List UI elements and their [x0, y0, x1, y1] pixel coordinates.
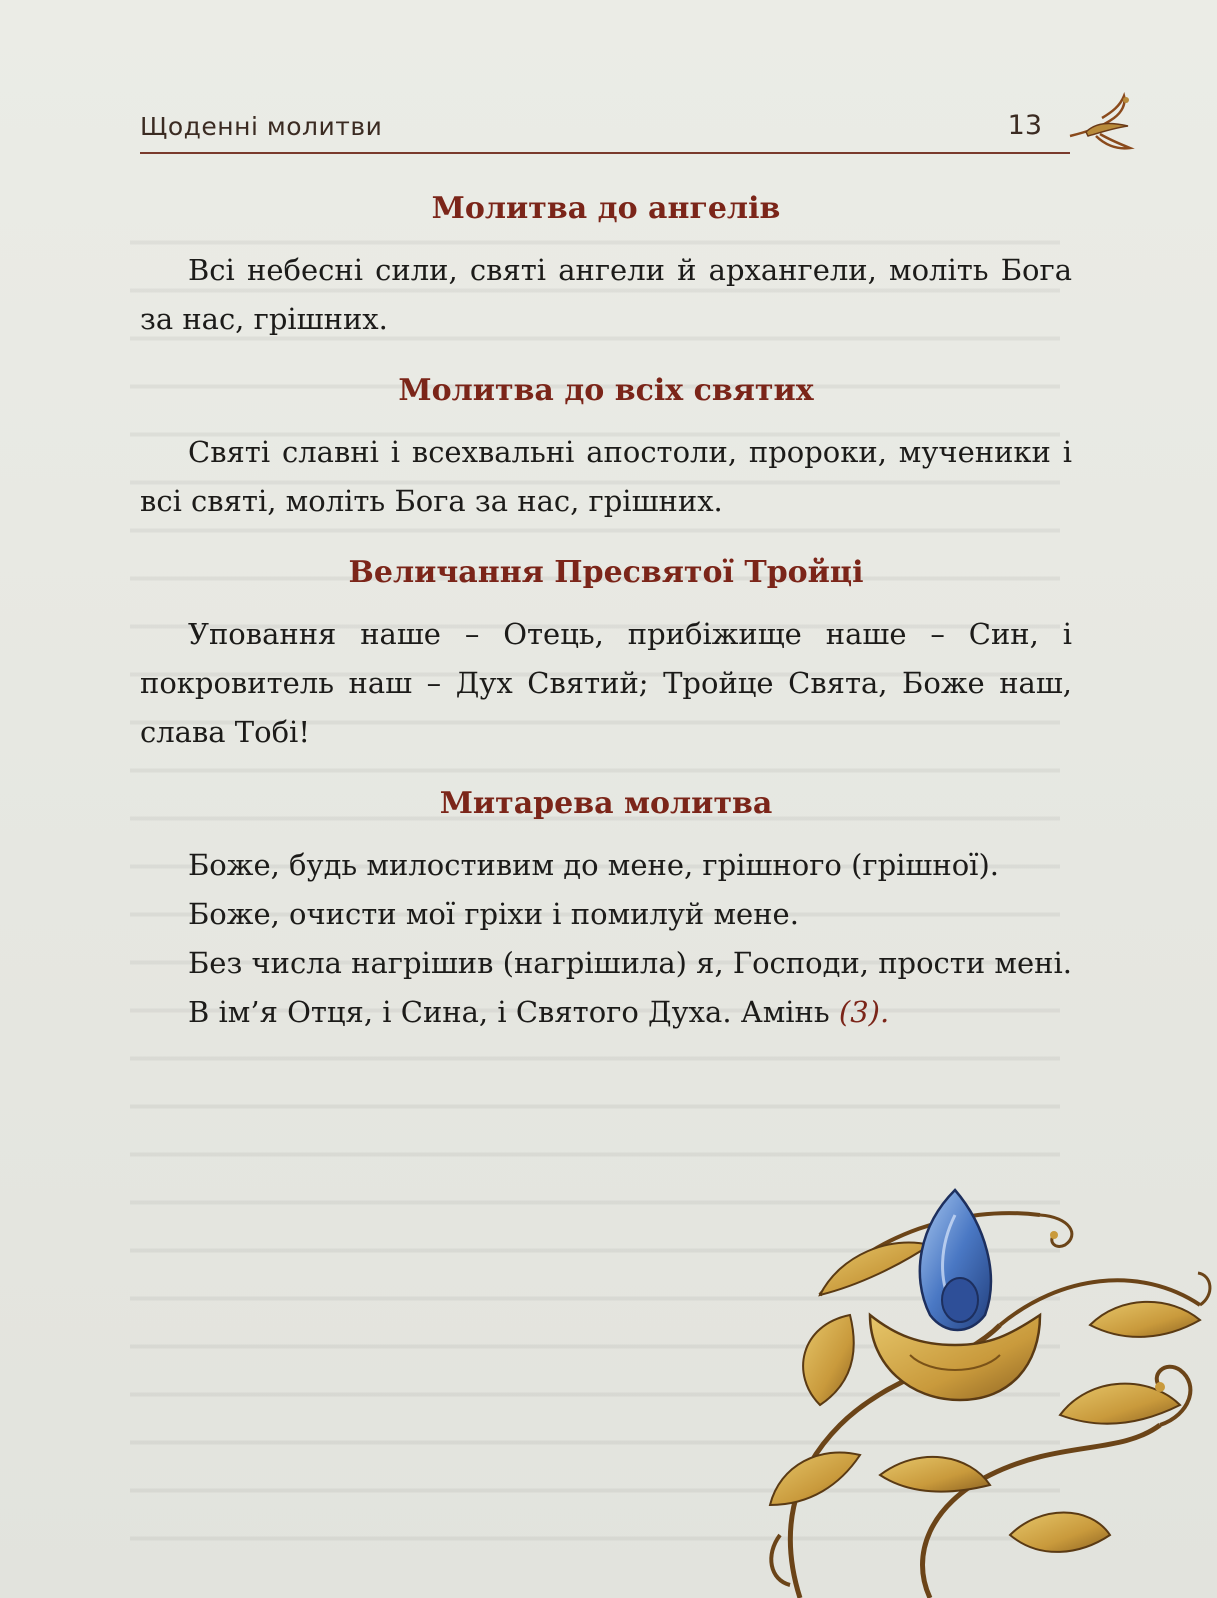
header-flourish-icon [1066, 92, 1136, 162]
section-title: Молитва до ангелів [431, 191, 781, 226]
floral-ornament-icon [760, 1175, 1217, 1598]
section-title: Молитва до всіх святих [398, 373, 814, 408]
page-content [140, 186, 1072, 1037]
prayer-closing-line [140, 988, 1072, 1037]
repeat-count: (3). [838, 995, 890, 1029]
page-number: 13 [1007, 110, 1042, 141]
section-title: Митарева молитва [439, 786, 773, 821]
section-title: Величання Пресвятої Тройці [348, 555, 864, 590]
prayer-paragraph: Без числа нагрішив (нагрішила) я, Господи, прости мені. [188, 946, 1072, 980]
prayer-paragraph: Всі небесні сили, святі ангели й архангели, моліть Бога за нас, грішних. [140, 253, 1072, 336]
prayer-paragraph: Боже, будь милостивим до мене, грішного (грішної). [188, 848, 999, 882]
prayer-paragraph: Святі славні і всехвальні апостоли, пророки, мученики і всі святі, моліть Бога за нас, грішних. [140, 435, 1072, 518]
prayer-paragraph: Боже, очисти мої гріхи і помилуй мене. [188, 897, 799, 931]
closing-text: В ім’я Отця, і Сина, і Святого Духа. Амінь [188, 995, 830, 1029]
running-header [140, 108, 1070, 154]
prayer-paragraph: Уповання наше – Отець, прибіжище наше – Син, і покровитель наш – Дух Святий; Тройце Свята, Боже наш, слава Тобі! [140, 617, 1072, 749]
header-title: Щоденні молитви [140, 112, 383, 141]
